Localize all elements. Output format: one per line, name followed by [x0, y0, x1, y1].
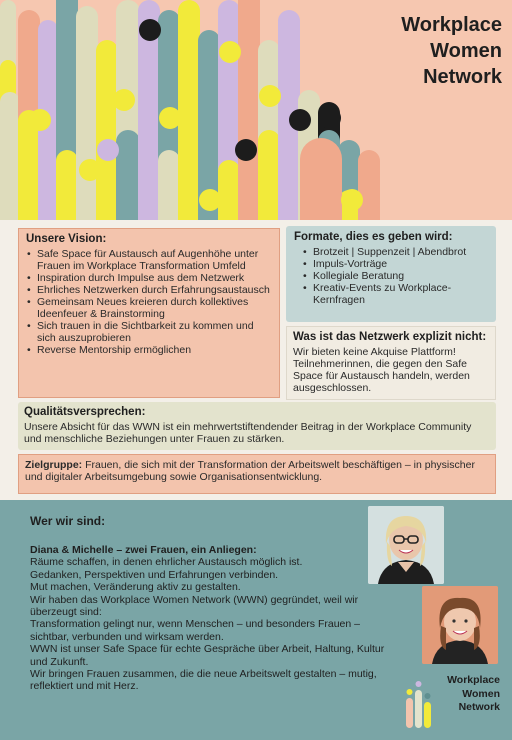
pattern-capsule: [76, 6, 98, 220]
pattern-dot: [199, 189, 221, 211]
hero-banner: [0, 0, 512, 220]
list-item: • Gemeinsam Neues kreieren durch kollektives Ideenfeuer & Brainstorming: [26, 296, 272, 320]
vision-box: [18, 228, 280, 398]
about-line: Mut machen, Veränderung aktiv zu gestalten.: [30, 581, 241, 594]
not-heading: Was ist das Netzwerk explizit nicht:: [293, 331, 487, 343]
target-group-box: [18, 454, 496, 494]
about-line: Transformation gelingt nur, wenn Menschen – und besonders Frauen – sichtbar, verbunden und wirksam werden.: [30, 618, 360, 643]
about-line: Gedanken, Perspektiven und Erfahrungen verbinden.: [30, 568, 279, 581]
pattern-dot: [139, 19, 161, 41]
vision-list: [26, 248, 272, 356]
pattern-dot: [159, 107, 181, 129]
portrait-photo-diana: [368, 506, 444, 584]
pattern-dot: [341, 189, 363, 211]
pattern-capsule: [178, 0, 200, 220]
hero-title-line-2: Women: [430, 40, 502, 62]
pattern-capsule: [358, 150, 380, 220]
hero-title-line-3: Network: [423, 66, 502, 88]
list-item: • Sich trauen in die Sichtbarkeit zu kommen und sich auszuprobieren: [26, 320, 272, 344]
logo-line-3: Network: [458, 701, 500, 713]
logo-line-2: Women: [462, 687, 500, 700]
target-group-paragraph: [25, 459, 489, 483]
about-section: [0, 500, 512, 740]
pattern-dot: [97, 139, 119, 161]
pattern-capsule: [116, 130, 140, 220]
list-item: • Ehrliches Netzwerken durch Erfahrungsaustausch: [26, 284, 272, 296]
about-subheading: Diana & Michelle – zwei Frauen, ein Anliegen:: [30, 544, 257, 556]
list-item: • Brotzeit | Suppenzeit | Abendbrot: [302, 246, 488, 258]
quality-text: Unsere Absicht für das WWN ist ein mehrwertstiftendender Beitrag in der Workplace Community und menschliche Beziehungen unter Frauen zu stärken.: [24, 421, 472, 445]
info-section: [0, 220, 512, 500]
about-text: [30, 544, 390, 693]
pattern-dot: [219, 41, 241, 63]
pattern-capsule: [0, 92, 20, 220]
pattern-capsule: [300, 138, 342, 220]
list-item: • Inspiration durch Impulse aus dem Netzwerk: [26, 272, 272, 284]
target-group-text: Frauen, die sich mit der Transformation der Arbeitswelt beschäftigen – in physischer und digitaler Arbeitsumgebung sowie Organisationsentwicklung.: [25, 459, 475, 483]
formate-heading: Formate, dies es geben wird:: [294, 231, 453, 243]
pattern-dot: [113, 89, 135, 111]
pattern-dot: [79, 159, 101, 181]
quality-box: [18, 402, 496, 450]
pattern-capsule: [258, 130, 280, 220]
about-heading: Wer wir sind:: [30, 514, 106, 528]
target-group-label: Zielgruppe:: [25, 459, 83, 471]
list-item: • Safe Space für Austausch auf Augenhöhe unter Frauen im Workplace Transformation Umfeld: [26, 248, 272, 272]
hero-title-line-1: Workplace: [401, 14, 502, 36]
formate-list: [294, 246, 488, 306]
pattern-dot: [289, 109, 311, 131]
list-item: • Impuls-Vorträge: [302, 258, 488, 270]
list-item: • Kreativ-Events zu Workplace-Kernfragen: [302, 282, 488, 306]
about-line: Wir haben das Workplace Women Network (WWN) gegründet, weil wir überzeugt sind:: [30, 593, 359, 619]
formate-box: [286, 226, 496, 322]
pattern-capsule: [56, 150, 78, 220]
logo-line-1: Workplace: [447, 674, 500, 686]
wwn-logo: [404, 668, 508, 730]
pattern-capsule: [158, 150, 180, 220]
pattern-capsule: [218, 160, 240, 220]
vision-heading: Unsere Vision:: [26, 233, 107, 245]
list-item: • Reverse Mentorship ermöglichen: [26, 344, 272, 356]
pattern-capsule: [238, 0, 260, 220]
not-box: [286, 326, 496, 400]
logo-wordmark: [428, 674, 500, 715]
pattern-dot: [259, 85, 281, 107]
list-item: • Kollegiale Beratung: [302, 270, 488, 282]
portrait-photo-michelle: [422, 586, 498, 664]
not-text: Wir bieten keine Akquise Plattform! Teilnehmerinnen, die gegen den Safe Space für Austausch handeln, werden ausgeschlossen.: [293, 346, 470, 394]
hero-title: [401, 12, 502, 90]
pattern-capsule: [96, 40, 118, 220]
pattern-dot: [319, 107, 341, 129]
about-line: Räume schaffen, in denen ehrlicher Austausch möglich ist.: [30, 556, 303, 569]
pattern-dot: [29, 109, 51, 131]
pattern-dot: [235, 139, 257, 161]
about-line: WWN ist unser Safe Space für echte Gespräche über Arbeit, Haltung, Kultur und Zukunft.: [30, 643, 385, 668]
quality-heading: Qualitätsversprechen:: [24, 406, 146, 418]
about-line: Wir bringen Frauen zusammen, die die neue Arbeitswelt gestalten – mutig, reflektiert und mit Herz.: [30, 668, 377, 693]
